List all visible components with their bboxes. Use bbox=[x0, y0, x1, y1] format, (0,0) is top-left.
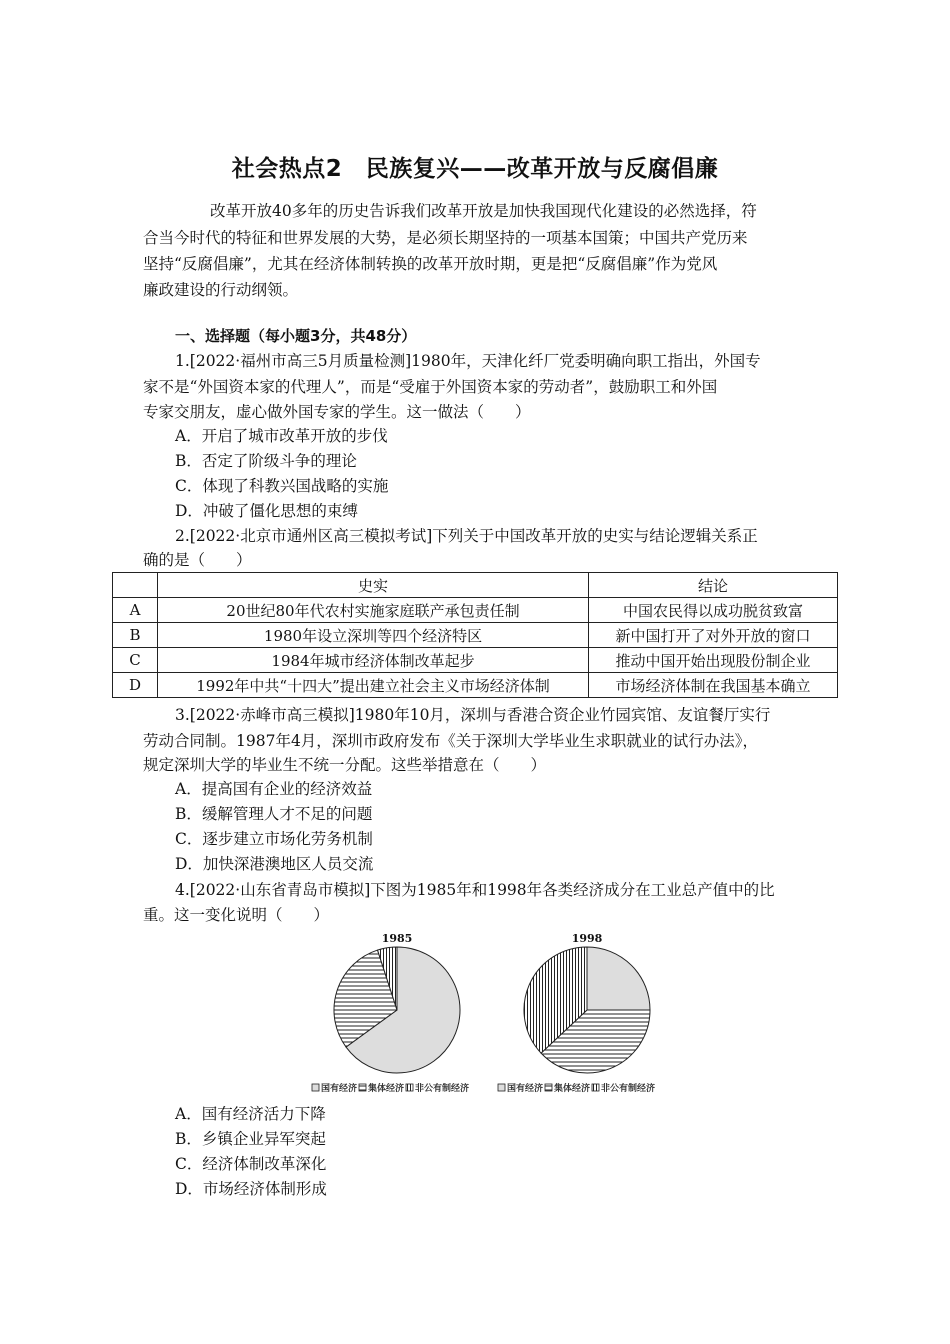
table-cell: 新中国打开了对外开放的窗口 bbox=[589, 623, 838, 648]
legend-swatch bbox=[359, 1084, 366, 1091]
table-cell: 市场经济体制在我国基本确立 bbox=[589, 673, 838, 698]
question-1-option-d: D．冲破了僵化思想的束缚 bbox=[175, 502, 358, 520]
question-3-line: 劳动合同制。1987年4月，深圳市政府发布《关于深圳大学毕业生求职就业的试行办法》， bbox=[143, 732, 759, 750]
legend-swatch bbox=[406, 1084, 413, 1091]
question-3-option-d: D．加快深港澳地区人员交流 bbox=[175, 855, 374, 873]
question-2-line: 2.[2022·北京市通州区高三模拟考试]下列关于中国改革开放的史实与结论逻辑关系正 bbox=[175, 527, 758, 545]
pie-title: 1998 bbox=[571, 932, 603, 945]
question-1-option-c: C．体现了科教兴国战略的实施 bbox=[175, 477, 389, 495]
question-1-option-a: A．开启了城市改革开放的步伐 bbox=[175, 427, 388, 445]
question-4-line: 重。这一变化说明（ ） bbox=[143, 906, 330, 924]
question-1-line: 专家交朋友，虚心做外国专家的学生。这一做法（ ） bbox=[143, 403, 531, 421]
question-4-option-c: C．经济体制改革深化 bbox=[175, 1155, 327, 1173]
table-row bbox=[113, 623, 838, 648]
section-heading: 一、选择题（每小题3分，共48分） bbox=[175, 327, 417, 345]
question-4-option-b: B．乡镇企业异军突起 bbox=[175, 1130, 326, 1148]
pie-slice bbox=[587, 947, 650, 1010]
question-1-line: 家不是“外国资本家的代理人”，而是“受雇于外国资本家的劳动者”，鼓励职工和外国 bbox=[143, 378, 718, 396]
table-cell: D bbox=[113, 673, 158, 698]
intro-line: 改革开放40多年的历史告诉我们改革开放是加快我国现代化建设的必然选择，符 bbox=[210, 202, 757, 220]
table-header-row bbox=[113, 573, 838, 598]
table-cell: 1992年中共“十四大”提出建立社会主义市场经济体制 bbox=[158, 673, 589, 698]
intro-line: 合当今时代的特征和世界发展的大势，是必须长期坚持的一项基本国策；中国共产党历来 bbox=[143, 229, 748, 247]
question-2-line: 确的是（ ） bbox=[143, 551, 252, 569]
table-cell: 中国农民得以成功脱贫致富 bbox=[589, 598, 838, 623]
question-3-line: 3.[2022·赤峰市高三模拟]1980年10月，深圳与香港合资企业竹园宾馆、友谊餐厅实行 bbox=[175, 706, 771, 724]
table-cell: 1984年城市经济体制改革起步 bbox=[158, 648, 589, 673]
question-4-option-d: D．市场经济体制形成 bbox=[175, 1180, 327, 1198]
question-3-option-c: C．逐步建立市场化劳务机制 bbox=[175, 830, 373, 848]
legend-swatch bbox=[592, 1084, 599, 1091]
history-table bbox=[112, 572, 838, 698]
table-header-cell: 结论 bbox=[589, 573, 838, 598]
legend-swatch bbox=[312, 1084, 319, 1091]
question-4-option-a: A．国有经济活力下降 bbox=[175, 1105, 326, 1123]
legend-label: 非公有制经济 bbox=[415, 1084, 470, 1094]
page-title: 社会热点2 民族复兴——改革开放与反腐倡廉 bbox=[231, 156, 719, 182]
question-4-line: 4.[2022·山东省青岛市模拟]下图为1985年和1998年各类经济成分在工业总产值中的比 bbox=[175, 881, 775, 899]
question-1-option-b: B．否定了阶级斗争的理论 bbox=[175, 452, 357, 470]
table-row bbox=[113, 673, 838, 698]
legend-label: 集体经济 bbox=[368, 1084, 405, 1094]
question-3-line: 规定深圳大学的毕业生不统一分配。这些举措意在（ ） bbox=[143, 756, 547, 774]
table-cell: B bbox=[113, 623, 158, 648]
table-cell: 20世纪80年代农村实施家庭联产承包责任制 bbox=[158, 598, 589, 623]
question-3-option-a: A．提高国有企业的经济效益 bbox=[175, 780, 373, 798]
pie-charts bbox=[310, 928, 690, 1098]
legend-label: 国有经济 bbox=[321, 1084, 358, 1094]
legend-swatch bbox=[498, 1084, 505, 1091]
intro-line: 廉政建设的行动纲领。 bbox=[143, 281, 299, 299]
table-row bbox=[113, 598, 838, 623]
pie-title: 1985 bbox=[381, 932, 413, 945]
table-cell: A bbox=[113, 598, 158, 623]
table-row bbox=[113, 648, 838, 673]
question-3-option-b: B．缓解管理人才不足的问题 bbox=[175, 805, 373, 823]
table-header-cell: 史实 bbox=[158, 573, 589, 598]
table-header-cell bbox=[113, 573, 158, 598]
table-cell: 1980年设立深圳等四个经济特区 bbox=[158, 623, 589, 648]
legend-label: 集体经济 bbox=[554, 1084, 591, 1094]
legend-swatch bbox=[545, 1084, 552, 1091]
legend-label: 国有经济 bbox=[507, 1084, 544, 1094]
question-1-line: 1.[2022·福州市高三5月质量检测]1980年，天津化纤厂党委明确向职工指出，外国专 bbox=[175, 352, 761, 370]
legend-label: 非公有制经济 bbox=[601, 1084, 656, 1094]
intro-line: 坚持“反腐倡廉”，尤其在经济体制转换的改革开放时期，更是把“反腐倡廉”作为党风 bbox=[143, 255, 718, 273]
table-cell: 推动中国开始出现股份制企业 bbox=[589, 648, 838, 673]
table-cell: C bbox=[113, 648, 158, 673]
